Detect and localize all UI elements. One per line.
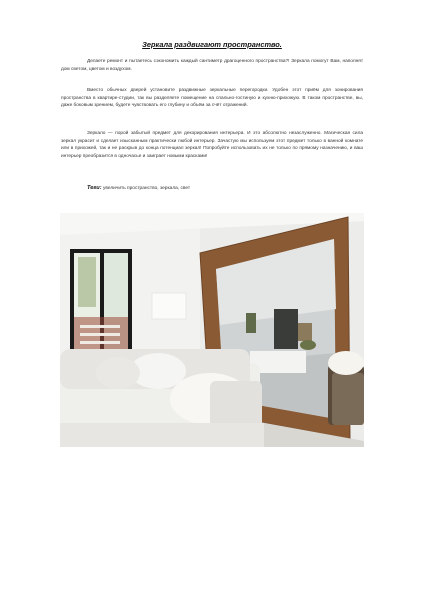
article-paragraph-2: Вместо обычных дверей установите раздвижные зеркальные перегородки. Удобен этот приём для зонирования пространства в квартире-студии, так вы разделяете помещение на спально-гостиную и кухню-прихожую. В таком пространстве, вы, даже боковым зрением, будете чувствовать его глубину и объём за счёт отражений. [61, 88, 363, 108]
interior-photo [60, 213, 364, 447]
article-title: Зеркала раздвигают пространство. [142, 40, 282, 49]
tags-line [87, 185, 190, 191]
article-paragraph-1: Делаете ремонт и пытаетесь сэкономить каждый сантиметр драгоценного пространства?! Зеркала помогут Вам, наполнят дом светом, цветом и воздухом. [61, 59, 363, 72]
tags-label: Теги: [87, 185, 102, 191]
article-paragraph-3: Зеркало — порой забытый предмет для декорирования интерьера. И это абсолютно незаслуженно. Магическая сила зеркал украсит и сделает изысканным практически любой интерьер. Зачастую мы используем этот предмет только в ванной комнате или в прихожей, так и не раскрыв до конца потенциал зеркал! Попробуйте использовать их не только по прямому назначению, и ваш интерьер преобразится в одночасье и заиграет новыми красками! [61, 131, 363, 159]
tags-value: увеличить пространство, зеркала, свет [102, 186, 191, 191]
sofa [60, 349, 264, 447]
wicker-chair [328, 351, 364, 425]
